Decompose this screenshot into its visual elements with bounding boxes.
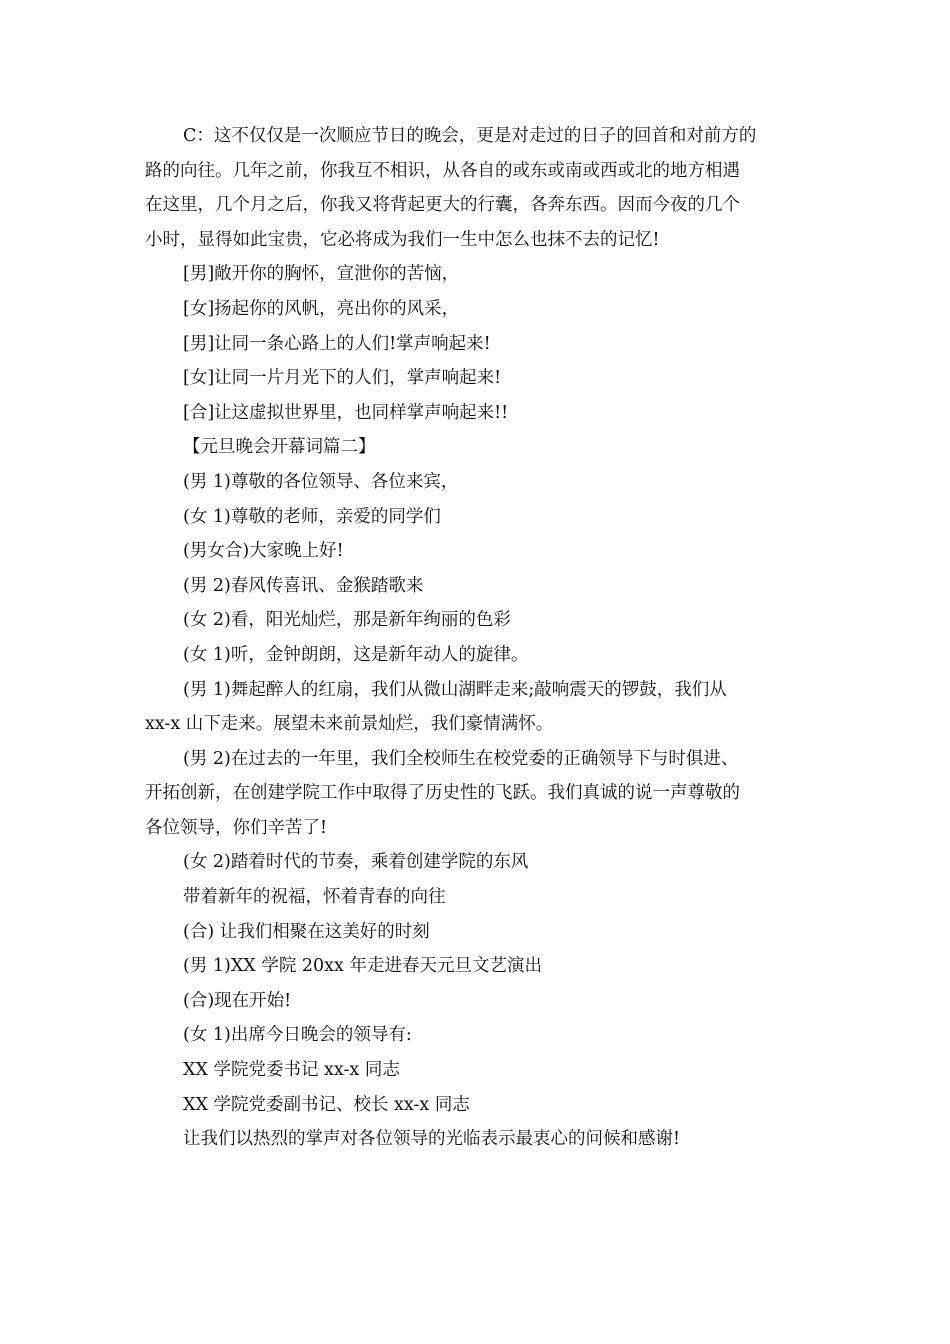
text-line: 小时，显得如此宝贵，它必将成为我们一生中怎么也抹不去的记忆! bbox=[145, 229, 660, 250]
line-applause: 让我们以热烈的掌声对各位领导的光临表示最衷心的问候和感谢! bbox=[183, 1129, 681, 1150]
line-female-1: [女]扬起你的风帆，亮出你的风采， bbox=[183, 298, 460, 319]
line-f2-sunshine: (女 2)看，阳光灿烂，那是新年绚丽的色彩 bbox=[183, 610, 511, 631]
line-together-start: (合)现在开始! bbox=[183, 990, 292, 1011]
paragraph-m1 bbox=[145, 673, 805, 742]
paragraph-host-c bbox=[145, 119, 805, 257]
line-f1-leaders: (女 1)出席今日晚会的领导有: bbox=[183, 1025, 412, 1046]
text-line: C：这不仅仅是一次顺应节日的晚会，更是对走过的日子的回首和对前方的 bbox=[183, 126, 757, 146]
line-f2-rhythm: (女 2)踏着时代的节奏，乘着创建学院的东风 bbox=[183, 852, 529, 873]
line-together: [合]让这虚拟世界里，也同样掌声响起来!! bbox=[183, 402, 509, 423]
text-line: xx-x 山下走来。展望未来前景灿烂，我们豪情满怀。 bbox=[145, 714, 554, 735]
line-together-gather: (合) 让我们相聚在这美好的时刻 bbox=[183, 921, 430, 942]
section-heading: 【元旦晚会开幕词篇二】 bbox=[183, 437, 376, 458]
line-m2-spring: (男 2)春风传喜讯、金猴踏歌来 bbox=[183, 575, 424, 596]
line-m1-performance: (男 1)XX 学院 20xx 年走进春天元旦文艺演出 bbox=[183, 956, 542, 977]
line-female-2: [女]让同一片月光下的人们，掌声响起来! bbox=[183, 368, 502, 389]
line-m1-greeting: (男 1)尊敬的各位领导、各位来宾， bbox=[183, 471, 459, 492]
line-male-2: [男]让同一条心路上的人们!掌声响起来! bbox=[183, 333, 491, 354]
paragraph-m2 bbox=[145, 742, 805, 846]
line-together-greeting: (男女合)大家晚上好! bbox=[183, 541, 344, 562]
document-body bbox=[145, 119, 805, 1157]
line-new-year-wish: 带着新年的祝福，怀着青春的向往 bbox=[183, 887, 446, 908]
text-line: 路的向往。几年之前，你我互不相识，从各自的或东或南或西或北的地方相遇 bbox=[145, 160, 740, 181]
line-f1-bell: (女 1)听，金钟朗朗，这是新年动人的旋律。 bbox=[183, 644, 529, 665]
line-leader-secretary: XX 学院党委书记 xx-x 同志 bbox=[183, 1060, 400, 1081]
text-line: 开拓创新，在创建学院工作中取得了历史性的飞跃。我们真诚的说一声尊敬的 bbox=[145, 783, 740, 804]
line-male-1: [男]敞开你的胸怀，宣泄你的苦恼， bbox=[183, 264, 460, 285]
line-f1-greeting: (女 1)尊敬的老师，亲爱的同学们 bbox=[183, 506, 441, 527]
text-line: (男 2)在过去的一年里，我们全校师生在校党委的正确领导下与时俱进、 bbox=[183, 748, 739, 769]
text-line: 各位领导，你们辛苦了! bbox=[145, 817, 328, 838]
text-line: (男 1)舞起醉人的红扇，我们从微山湖畔走来;敲响震天的锣鼓，我们从 bbox=[183, 679, 727, 700]
line-leader-president: XX 学院党委副书记、校长 xx-x 同志 bbox=[183, 1094, 470, 1115]
text-line: 在这里，几个月之后，你我又将背起更大的行囊，各奔东西。因而今夜的几个 bbox=[145, 195, 740, 216]
